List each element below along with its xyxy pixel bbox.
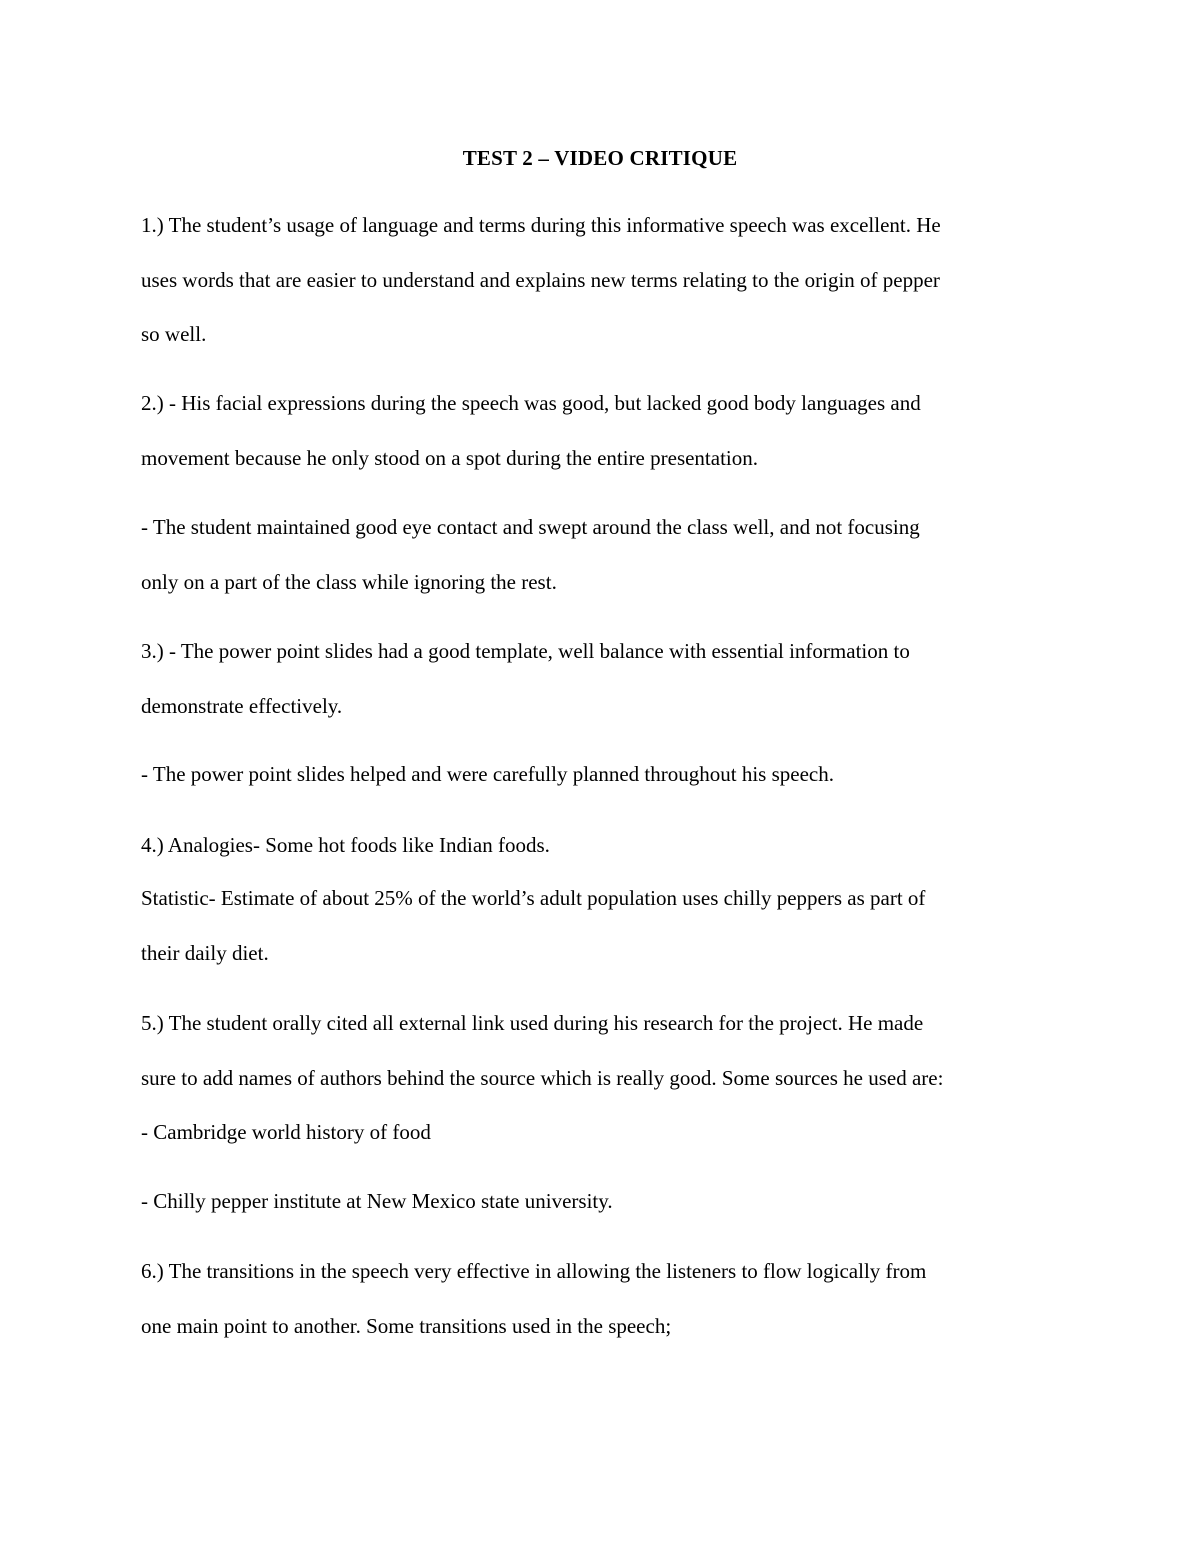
text-line: 2.) - His facial expressions during the speech was good, but lacked good body languages and (141, 391, 921, 415)
text-line: 5.) The student orally cited all external link used during his research for the project. He made (141, 1011, 924, 1035)
paragraph-5 (141, 747, 1051, 802)
text-line: - Chilly pepper institute at New Mexico state university. (141, 1189, 613, 1213)
document-title: TEST 2 – VIDEO CRITIQUE (462, 146, 738, 170)
text-line: demonstrate effectively. (141, 693, 343, 718)
text-line: only on a part of the class while ignoring the rest. (141, 569, 557, 594)
text-line: their daily diet. (141, 940, 269, 965)
paragraph-1 (141, 198, 1051, 362)
text-line: 3.) - The power point slides had a good template, well balance with essential information to (141, 639, 910, 663)
text-line: uses words that are easier to understand and explains new terms relating to the origin of pepper (141, 267, 940, 292)
text-line: so well. (141, 322, 207, 346)
paragraph-10 (141, 1244, 1051, 1353)
text-line: - The student maintained good eye contact and swept around the class well, and not focusing (141, 515, 920, 539)
text-line: 1.) The student’s usage of language and terms during this informative speech was excellent. He (141, 213, 941, 237)
text-line: 4.) Analogies- Some hot foods like Indian foods. (141, 833, 550, 857)
paragraph-7 (141, 871, 1051, 980)
text-line: movement because he only stood on a spot during the entire presentation. (141, 445, 759, 470)
paragraph-6 (141, 831, 1051, 859)
paragraph-9 (141, 1174, 1051, 1229)
paragraph-2 (141, 376, 1051, 485)
paragraph-4 (141, 624, 1051, 733)
text-line: sure to add names of authors behind the source which is really good. Some sources he used are: (141, 1065, 944, 1090)
text-line: - Cambridge world history of food (141, 1120, 431, 1144)
text-line: Statistic- Estimate of about 25% of the world’s adult population uses chilly peppers as part of (141, 886, 926, 910)
text-line: 6.) The transitions in the speech very effective in allowing the listeners to flow logically from (141, 1259, 927, 1283)
paragraph-8 (141, 996, 1051, 1160)
text-line: one main point to another. Some transitions used in the speech; (141, 1313, 672, 1338)
text-line: - The power point slides helped and were carefully planned throughout his speech. (141, 762, 834, 786)
paragraph-3 (141, 500, 1051, 609)
